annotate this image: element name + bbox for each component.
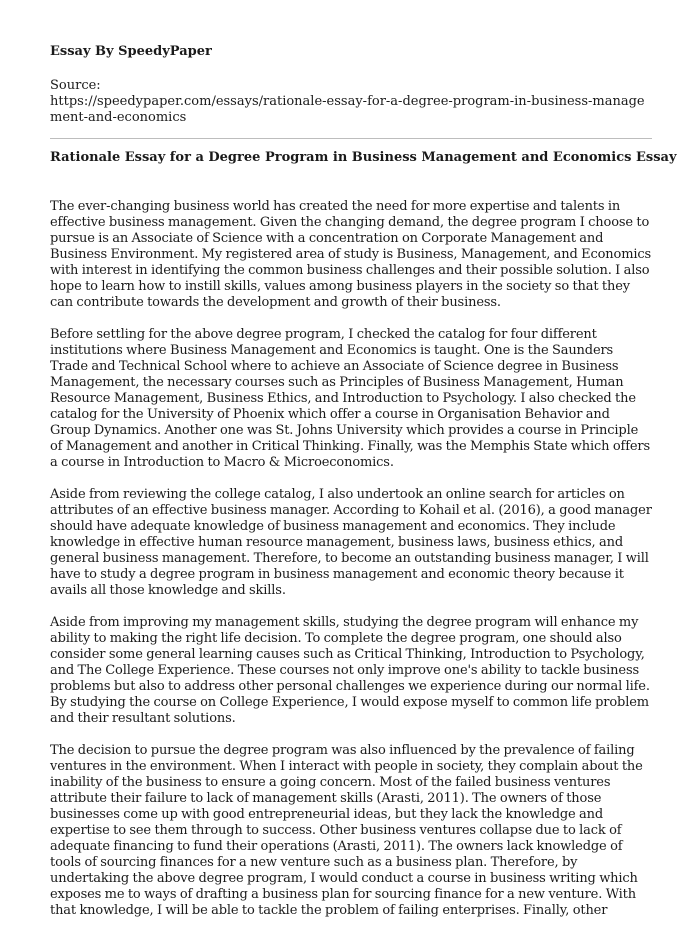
essay-paragraph: Before settling for the above degree program, I checked the catalog for four different institutions where Business Management and Economics is taught. One is the Saunders Trade and Technical School where to achieve an Associate of Science degree in Business Management, the necessary courses such as Principles of Business Management, Human Resource Management, Business Ethics, and Introduction to Psychology. I also checked the catalog for the University of Phoenix which offer a course in Organisation Behavior and Group Dynamics. Another one was St. Johns University which provides a course in Principle of Management and another in Critical Thinking. Finally, was the Memphis State which offers a course in Introduction to Macro & Microeconomics. (50, 327, 650, 470)
source-label: Source: (50, 78, 101, 93)
document-header-title: Essay By SpeedyPaper (50, 44, 212, 59)
header-divider (50, 138, 652, 139)
essay-paragraph: Aside from reviewing the college catalog, I also undertook an online search for articles on attributes of an effective business manager. According to Kohail et al. (2016), a good manager should have adequate knowledge of business management and economics. They include knowledge in effective human resource management, business laws, business ethics, and general business management. Therefore, to become an outstanding business manager, I will have to study a degree program in business management and economic theory because it avails all those knowledge and skills. (50, 487, 652, 598)
essay-paragraph: Aside from improving my management skills, studying the degree program will enhance my ability to making the right life decision. To complete the degree program, one should also consider some general learning causes such as Critical Thinking, Introduction to Psychology, and The College Experience. These courses not only improve one's ability to tackle business problems but also to address other personal challenges we experience during our normal life. By studying the course on College Experience, I would expose myself to common life problem and their resultant solutions. (50, 615, 650, 726)
essay-paragraph: The decision to pursue the degree program was also influenced by the prevalence of failing ventures in the environment. When I interact with people in society, they complain about the inability of the business to ensure a going concern. Most of the failed business ventures attribute their failure to lack of management skills (Arasti, 2011). The owners of those businesses come up with good entrepreneurial ideas, but they lack the knowledge and expertise to see them through to success. Other business ventures collapse due to lack of adequate financing to fund their operations (Arasti, 2011). The owners lack knowledge of tools of sourcing finances for a new venture such as a business plan. Therefore, by undertaking the above degree program, I would conduct a course in business writing which exposes me to ways of drafting a business plan for sourcing finance for a new venture. With that knowledge, I will be able to tackle the problem of failing enterprises. Finally, other (50, 743, 643, 918)
essay-title: Rationale Essay for a Degree Program in Business Management and Economics Essay (50, 150, 677, 165)
source-url: https://speedypaper.com/essays/rationale-essay-for-a-degree-program-in-business-management-and-economics (50, 94, 645, 125)
essay-paragraph: The ever-changing business world has created the need for more expertise and talents in effective business management. Given the changing demand, the degree program I choose to pursue is an Associate of Science with a concentration on Corporate Management and Business Environment. My registered area of study is Business, Management, and Economics with interest in identifying the common business challenges and their possible solution. I also hope to learn how to instill skills, values among business players in the society so that they can contribute towards the development and growth of their business. (50, 199, 652, 310)
essay-body (50, 199, 652, 935)
